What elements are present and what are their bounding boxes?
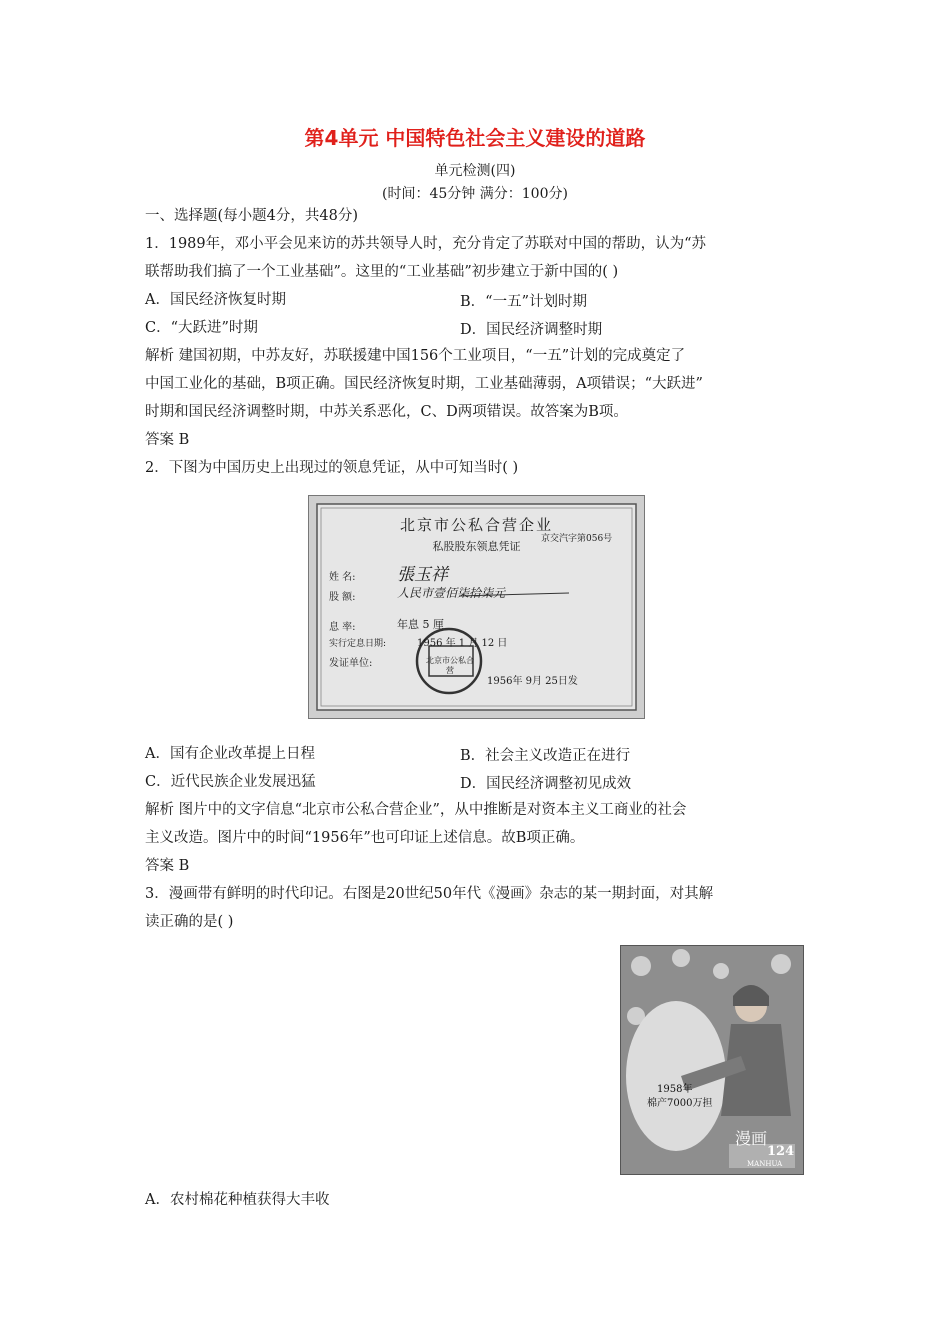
certificate-amount-label: 股 额: (329, 592, 356, 603)
q2-stem: 2．下图为中国历史上出现过的领息凭证，从中可知当时( ) (145, 460, 519, 476)
certificate-start-label: 实行定息日期: (329, 639, 387, 649)
q1-stem-line1: 1．1989年，邓小平会见来访的苏共领导人时，充分肯定了苏联对中国的帮助，认为“苏 (145, 236, 707, 252)
certificate-start-value: 1956 年 1 月 12 日 (417, 638, 508, 649)
q1-option-b: B．“一五”计划时期 (460, 294, 587, 310)
certificate-amount-value: 人民市壹佰柒拾柒元 (397, 586, 506, 600)
q1-stem-line2: 联帮助我们搞了一个工业基础”。这里的“工业基础”初步建立于新中国的( ) (145, 264, 619, 280)
manhua-magazine-cover (620, 945, 804, 1175)
certificate-issue-date: 1956年 9月 25日发 (487, 676, 578, 687)
poster-caption-output: 棉产7000万担 (647, 1098, 713, 1109)
poster-issue-number: 124 (767, 1144, 795, 1159)
q1-option-a: A．国民经济恢复时期 (145, 292, 286, 308)
page-subtitle: 单元检测(四) (434, 163, 516, 179)
q1-option-d: D．国民经济调整时期 (460, 322, 603, 338)
certificate-heading: 北京市公私合营企业 (399, 516, 553, 534)
q1-analysis-line2: 中国工业化的基础，B项正确。国民经济恢复时期，工业基础薄弱，A项错误；“大跃进” (145, 376, 703, 392)
certificate-issuer-label: 发证单位: (329, 658, 373, 669)
q1-analysis-line1: 解析 建国初期，中苏友好，苏联援建中国156个工业项目，“一五”计划的完成奠定了 (145, 348, 686, 364)
q2-option-c: C．近代民族企业发展迅猛 (145, 774, 316, 790)
section-heading: 一、选择题(每小题4分，共48分) (145, 208, 358, 224)
q2-analysis-line2: 主义改造。图片中的时间“1956年”也可印证上述信息。故B项正确。 (145, 830, 585, 846)
q2-answer: 答案 B (145, 858, 190, 874)
certificate-number: 京交汽字第056号 (541, 534, 613, 544)
certificate-rate-label: 息 率: (329, 622, 356, 633)
q1-analysis-line3: 时期和国民经济调整时期，中苏关系恶化，C、D两项错误。故答案为B项。 (145, 404, 628, 420)
q3-stem-line1: 3．漫画带有鲜明的时代印记。右图是20世纪50年代《漫画》杂志的某一期封面，对其解 (145, 886, 714, 902)
certificate-subheading: 私股股东领息凭证 (432, 540, 521, 553)
q3-stem-line2: 读正确的是( ) (145, 914, 234, 930)
poster-latin-title: MANHUA (747, 1160, 783, 1168)
certificate-name-label: 姓 名: (329, 572, 356, 583)
q2-option-d: D．国民经济调整初见成效 (460, 776, 632, 792)
q1-answer: 答案 B (145, 432, 190, 448)
dividend-certificate-photo (308, 495, 645, 719)
q2-option-b: B．社会主义改造正在进行 (460, 748, 631, 764)
poster-magazine-title: 漫画 (735, 1129, 768, 1148)
q3-option-a: A．农村棉花种植获得大丰收 (145, 1192, 330, 1208)
certificate-rate-value: 年息 5 厘 (397, 618, 444, 631)
page-title: 第4单元 中国特色社会主义建设的道路 (304, 126, 646, 150)
poster-caption-year: 1958年 (657, 1084, 693, 1095)
certificate-name-value: 張玉祥 (397, 565, 448, 585)
q2-analysis-line1: 解析 图片中的文字信息“北京市公私合营企业”，从中推断是对资本主义工商业的社会 (145, 802, 687, 818)
exam-meta: (时间：45分钟 满分：100分) (382, 186, 568, 202)
q2-option-a: A．国有企业改革提上日程 (145, 746, 315, 762)
q1-option-c: C．“大跃进”时期 (145, 320, 258, 336)
certificate-seal: 北京市公私合营 (426, 656, 474, 675)
